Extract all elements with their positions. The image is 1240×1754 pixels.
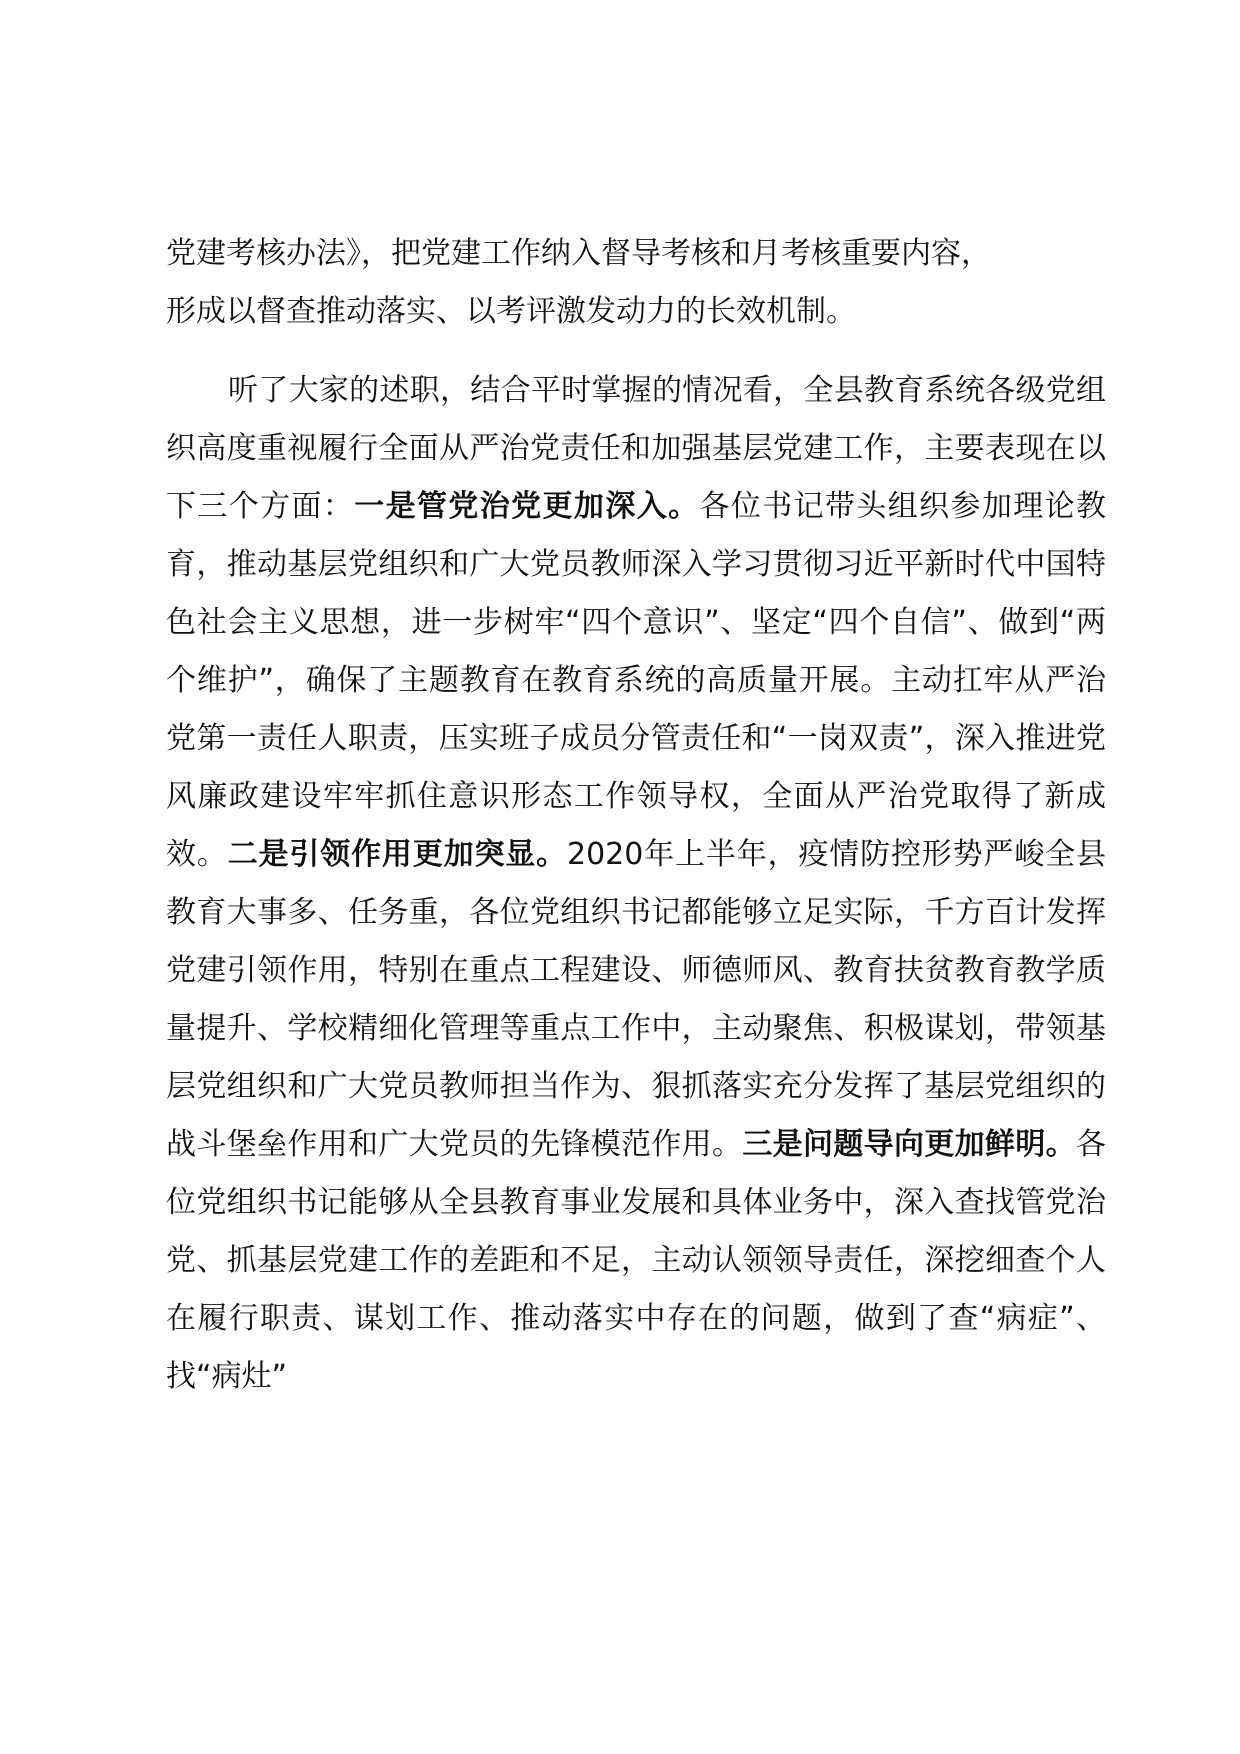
point-1-heading: 一是管党治党更加深入。 (354, 489, 700, 524)
paragraph-1 (166, 225, 1106, 341)
point-2-body: 2020年上半年，疫情防控形势严峻全县教育大事多、任务重，各位党组织书记都能够立足实际，千方百计发挥党建引领作用，特别在重点工程建设、师德师风、教育扶贫教育教学质量提升、学校精细化管理等重点工作中，主动聚焦、积极谋划，带领基层党组织和广大党员教师担当作为、狠抓落实充分发挥了基层党组织的战斗堡垒作用和广大党员的先锋模范作用。 (166, 837, 1107, 1162)
point-3-body: 各位党组织书记能够从全县教育事业发展和具体业务中，深入查找管党治党、抓基层党建工作的差距和不足，主动认领领导责任，深挖细查个人在履行职责、谋划工作、推动落实中存在的问题，做到了查“病症”、找“病灶” (166, 1127, 1107, 1394)
paragraph-1-line-2: 形成以督查推动落实、以考评激发动力的长效机制。 (166, 294, 856, 329)
point-2-heading: 二是引领作用更加突显。 (227, 837, 567, 872)
paragraph-1-line-1: 党建考核办法》，把党建工作纳入督导考核和月考核重要内容， (166, 236, 991, 271)
paragraph-2-intro: 听了大家的述职，结合平时掌握的情况看，全县教育系统各级党组织高度重视履行全面从严治党责任和加强基层党建工作，主要表现在以下三个方面： (166, 373, 1106, 524)
point-3-heading: 三是问题导向更加鲜明。 (742, 1127, 1077, 1162)
point-1-body: 各位书记带头组织参加理论教育，推动基层党组织和广大党员教师深入学习贯彻习近平新时代中国特色社会主义思想，进一步树牢“四个意识”、坚定“四个自信”、做到“两个维护”，确保了主题教育在教育系统的高质量开展。主动扛牢从严治党第一责任人职责，压实班子成员分管责任和“一岗双责”，深入推进党风廉政建设牢牢抓住意识形态工作领导权，全面从严治党取得了新成效。 (166, 489, 1107, 872)
paragraph-2 (166, 362, 1106, 1406)
